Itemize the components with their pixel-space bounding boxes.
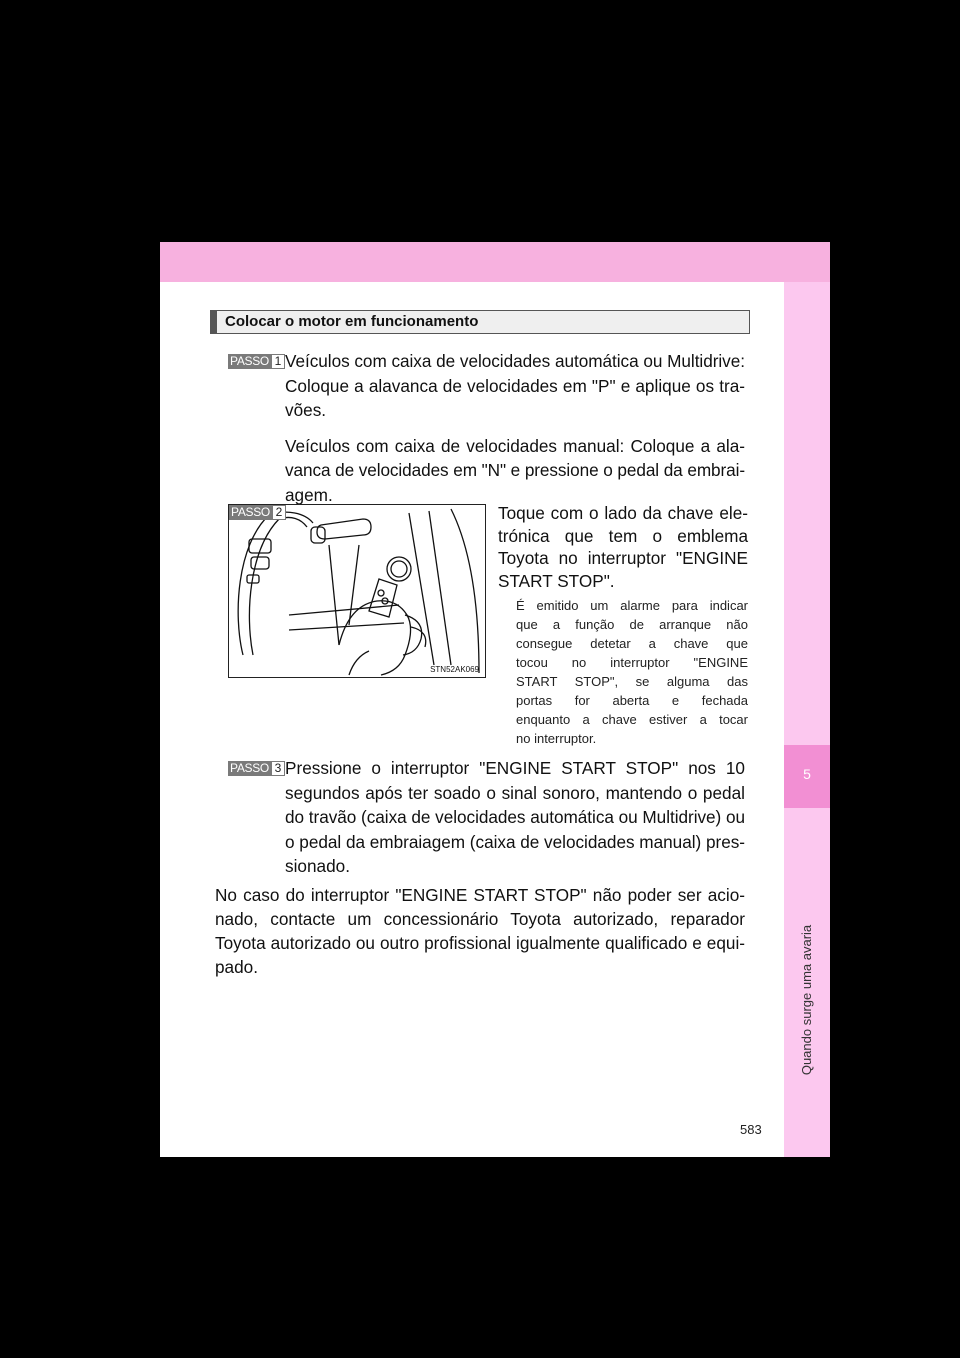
step-1-line: Coloque a alavanca de velocidades em "P" e aplique os tra- xyxy=(285,375,745,396)
note-line: enquanto a chave estiver a tocar xyxy=(516,712,748,727)
step-1-line: vanca de velocidades em "N" e pressione o pedal da embrai- xyxy=(285,460,745,480)
section-header xyxy=(210,310,750,334)
note-line: consegue detetar a chave que xyxy=(516,636,748,651)
section-accent xyxy=(211,311,217,333)
step-1-tag xyxy=(228,354,285,369)
page-number: 583 xyxy=(740,1122,762,1137)
step-2-line: trónica que tem o emblema xyxy=(498,525,748,546)
step-1-line: Veículos com caixa de velocidades manual: Coloque a ala- xyxy=(285,435,745,456)
step-3-line: do travão (caixa de velocidades automática ou Multidrive) ou xyxy=(285,807,745,827)
key-touch-illustration xyxy=(228,504,486,678)
step-number: 2 xyxy=(272,505,286,520)
step-label: PASSO xyxy=(230,354,269,368)
step-3-text xyxy=(285,756,745,879)
step-3-line: segundos após ter soado o sinal sonoro, mantendo o pedal xyxy=(285,782,745,803)
section-title: Colocar o motor em funcionamento xyxy=(225,313,479,330)
closing-line: Toyota autorizado ou outro profissional igualmente qualificado e equi- xyxy=(215,933,745,953)
manual-page xyxy=(160,242,830,1157)
chapter-number: 5 xyxy=(803,766,811,782)
closing-line: nado, contacte um concessionário Toyota autorizado, reparador xyxy=(215,909,745,929)
note-line: tocou no interruptor "ENGINE xyxy=(516,655,748,670)
chapter-title: Quando surge uma avaria xyxy=(799,924,814,1076)
chapter-title-vertical xyxy=(783,820,831,1250)
step-label: PASSO xyxy=(230,761,269,775)
step-1-text xyxy=(285,349,745,507)
step-2-text xyxy=(498,502,748,592)
step-3-line: sionado. xyxy=(285,856,350,876)
step-label: PASSO xyxy=(231,505,270,519)
step-number: 1 xyxy=(271,354,285,369)
hand-key-drawing xyxy=(229,505,485,677)
step-3-line: Pressione o interruptor "ENGINE START STOP" nos 10 xyxy=(285,758,745,778)
image-code: STN52AK069 xyxy=(430,665,479,674)
note-line: portas for aberta e fechada xyxy=(516,693,748,708)
step-1-line: Veículos com caixa de velocidades automática ou Multidrive: xyxy=(285,351,745,371)
note-line: START STOP", se alguma das xyxy=(516,674,748,689)
note-line: no interruptor. xyxy=(516,731,597,746)
step-2-tag xyxy=(229,505,286,520)
step-3-line: o pedal da embraiagem (caixa de velocidades manual) pres- xyxy=(285,831,745,852)
header-band xyxy=(160,242,830,282)
step-number: 3 xyxy=(271,761,285,776)
step-1-line: agem. xyxy=(285,484,333,505)
step-2-note xyxy=(516,596,748,748)
step-1-line: vões. xyxy=(285,400,327,420)
closing-line: pado. xyxy=(215,957,259,977)
note-line: que a função de arranque não xyxy=(516,617,748,632)
step-2-line: START STOP". xyxy=(498,570,615,591)
closing-line: No caso do interruptor "ENGINE START STOP" não poder ser acio- xyxy=(215,885,745,905)
step-2-line: Toque com o lado da chave ele- xyxy=(498,503,748,523)
step-2-line: Toyota no interruptor "ENGINE xyxy=(498,548,748,568)
closing-paragraph xyxy=(215,883,745,979)
step-3-tag xyxy=(228,761,285,776)
note-line: É emitido um alarme para indicar xyxy=(516,598,748,613)
